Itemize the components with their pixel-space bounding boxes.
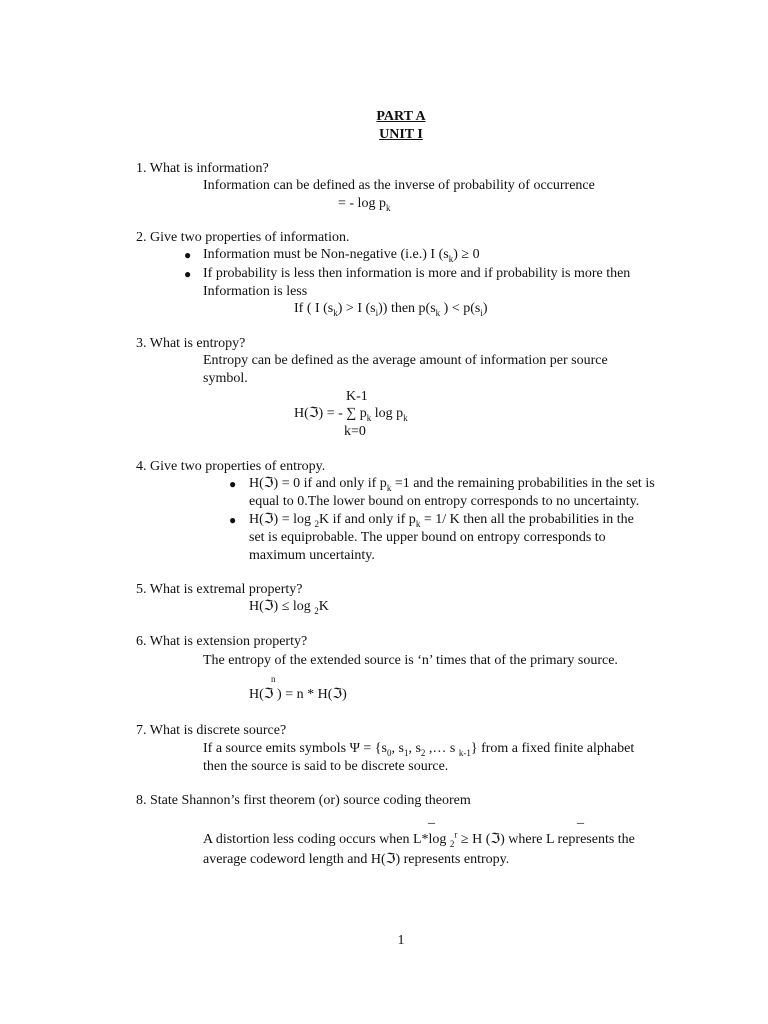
bullet-icon: ● [184,267,192,281]
question-8: 8. State Shannon’s first theorem (or) source coding theorem [136,793,471,808]
answer-7-line-2: then the source is said to be discrete source. [203,759,449,774]
answer-7-line-1: If a source emits symbols $\Psi = \{s_0$, $s_1$, $s_2$ ,… s $_{k-1}$} from a fixed finite alphabet [203,741,635,758]
extension-formula: H(ℑ ) = n * H(ℑ) [249,687,347,702]
formula-1: = - $\log p_k$ [338,196,391,213]
answer-8-line-1: A distortion less coding occurs when L*log $_2^r$ ≥ H (ℑ) where L represents the [203,829,635,849]
answer-4-bullet-1-line-2: equal to 0.The lower bound on entropy corresponds to no uncertainty. [249,494,640,509]
question-6: 6. What is extension property? [136,634,308,649]
answer-6: The entropy of the extended source is ‘n’ times that of the primary source. [203,653,618,668]
answer-2-condition: If ( I $(s_k) > I$ $(s_i)$) then $p(s_k$ ) < $p(s_i)$ [294,301,488,318]
entropy-formula: H(ℑ) = - ∑ $p_k$ $\log p_k$ [294,406,408,423]
answer-4-bullet-2-line-1: H(ℑ) = log $_2$K if and only if $p_k = 1/$ K then all the probabilities in the [249,512,634,529]
answer-3-line-1: Entropy can be defined as the average amount of information per source [203,353,608,368]
extremal-formula: H(ℑ) ≤ log $_2$K [249,599,329,616]
sum-lower-limit: k=0 [344,424,366,439]
answer-2-bullet-1: Information must be Non-negative (i.e.) I $(s_k) \ge 0$ [203,247,480,264]
part-title: PART A [376,109,426,124]
answer-3-line-2: symbol. [203,371,248,386]
extension-superscript: n [271,674,276,684]
question-4: 4. Give two properties of entropy. [136,459,326,474]
question-2: 2. Give two properties of information. [136,230,350,245]
bullet-icon: ● [229,477,237,491]
unit-title: UNIT I [379,127,423,142]
sum-upper-limit: K-1 [346,389,368,404]
question-7: 7. What is discrete source? [136,723,287,738]
question-1: 1. What is information? [136,161,269,176]
question-3: 3. What is entropy? [136,336,246,351]
overbar-mark: _ [428,811,435,826]
answer-8-line-2: average codeword length and H(ℑ) represents entropy. [203,852,510,867]
answer-4-bullet-2-line-3: maximum uncertainty. [249,548,375,563]
overbar-mark: _ [577,811,584,826]
answer-2-bullet-2-line-1: If probability is less then information is more and if probability is more then [203,266,631,281]
answer-4-bullet-1-line-1: H(ℑ) = 0 if and only if $p_k =1$ and the remaining probabilities in the set is [249,476,655,493]
bullet-icon: ● [184,248,192,262]
question-5: 5. What is extremal property? [136,582,303,597]
page-number: 1 [397,933,405,948]
answer-2-bullet-2-line-2: Information is less [203,284,308,299]
bullet-icon: ● [229,513,237,527]
answer-1: Information can be defined as the inverse of probability of occurrence [203,178,595,193]
answer-4-bullet-2-line-2: set is equiprobable. The upper bound on entropy corresponds to [249,530,606,545]
